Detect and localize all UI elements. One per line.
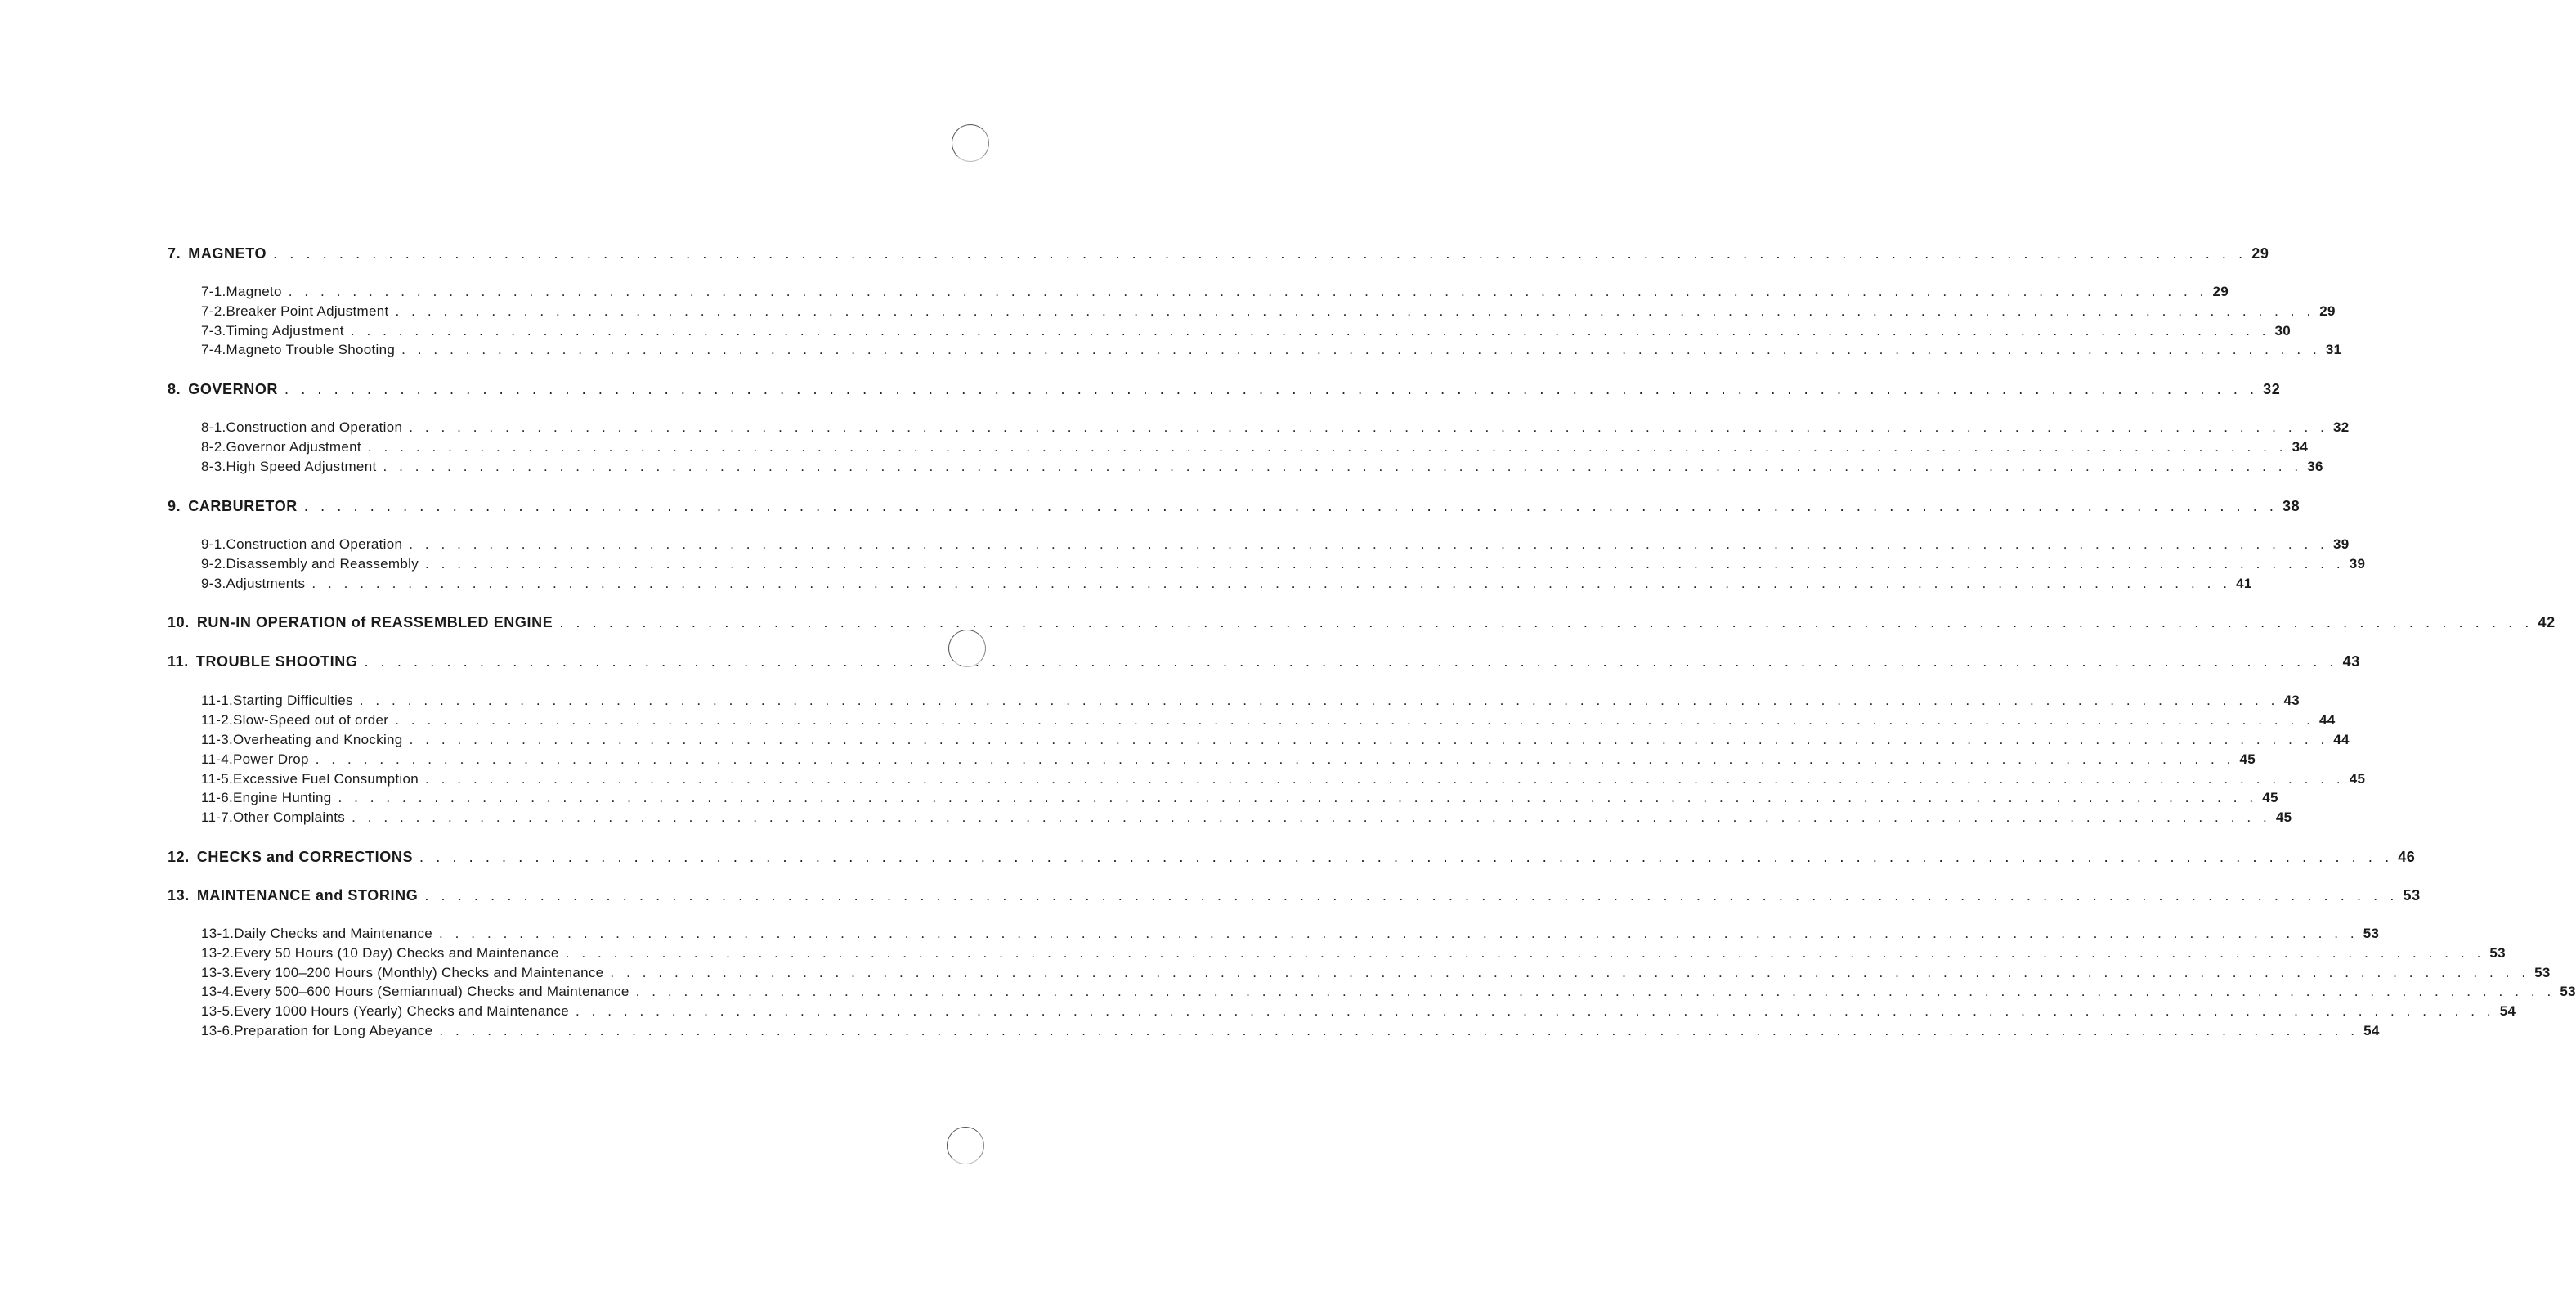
page-number: 32 [2332, 419, 2350, 435]
toc-section-row [168, 886, 2421, 905]
section-number: 13. [168, 887, 190, 904]
subsection-number: 11-7. [201, 809, 233, 825]
section-number: 12. [168, 849, 190, 865]
dot-leader: . . . . . . . . . . . . . . . . . . . . . . . . . . . . . . . . . . . . . . . . . . . . . . . . . . . . . . . . . . . . . . . . . . . . . . . . . . . . . . . . . . . . . . . . . . . . . . . . . . . . . . . . . . . . . . . . . . . . . . . . [352, 809, 2271, 825]
page-number: 38 [2283, 498, 2300, 514]
dot-leader: . . . . . . . . . . . . . . . . . . . . . . . . . . . . . . . . . . . . . . . . . . . . . . . . . . . . . . . . . . . . . . . . . . . . . . . . . . . . . . . . . . . . . . . . . . . . . . . . . . . . . . . . . . . . . . . . . . . . . . . . [424, 887, 2399, 904]
toc-section-row [168, 244, 2269, 263]
dot-leader: . . . . . . . . . . . . . . . . . . . . . . . . . . . . . . . . . . . . . . . . . . . . . . . . . . . . . . . . . . . . . . . . . . . . . . . . . . . . . . . . . . . . . . . . . . . . . . . . . . . . . . . . . . . . . . . . . . . . . . . . [395, 712, 2314, 728]
toc-subsection-row [201, 982, 2576, 1002]
subsection-number: 9-3. [201, 576, 226, 591]
toc-section-row [168, 496, 2300, 516]
toc-section-row [168, 612, 2556, 632]
toc-subsection-row [201, 302, 2336, 321]
subsection-number: 13-2. [201, 945, 235, 961]
page-number: 42 [2538, 614, 2556, 630]
toc-subsection-row [201, 730, 2350, 750]
subsection-title: Every 100–200 Hours (Monthly) Checks and Maintenance [234, 965, 604, 980]
subsection-number: 11-6. [201, 790, 233, 805]
subsection-number: 11-3. [201, 732, 233, 747]
dot-leader: . . . . . . . . . . . . . . . . . . . . . . . . . . . . . . . . . . . . . . . . . . . . . . . . . . . . . . . . . . . . . . . . . . . . . . . . . . . . . . . . . . . . . . . . . . . . . . . . . . . . . . . . . . . . . . . . . . . . . . . . [409, 732, 2329, 747]
page-number: 29 [2251, 245, 2269, 262]
dot-leader: . . . . . . . . . . . . . . . . . . . . . . . . . . . . . . . . . . . . . . . . . . . . . . . . . . . . . . . . . . . . . . . . . . . . . . . . . . . . . . . . . . . . . . . . . . . . . . . . . . . . . . . . . . . . . . . . . . . . . . . . [409, 419, 2328, 435]
toc-subsection-row [201, 282, 2229, 302]
subsection-title: Adjustments [226, 576, 306, 591]
dot-leader: . . . . . . . . . . . . . . . . . . . . . . . . . . . . . . . . . . . . . . . . . . . . . . . . . . . . . . . . . . . . . . . . . . . . . . . . . . . . . . . . . . . . . . . . . . . . . . . . . . . . . . . . . . . . . . . . . . . . . . . . [311, 576, 2232, 591]
toc-subsection-row [201, 808, 2292, 827]
section-number: 7. [168, 245, 181, 262]
subsection-number: 8-2. [201, 439, 226, 455]
toc-subsection-row [201, 535, 2350, 554]
subsection-title: Overheating and Knocking [233, 732, 403, 747]
subsection-number: 11-1. [201, 693, 233, 708]
dot-leader: . . . . . . . . . . . . . . . . . . . . . . . . . . . . . . . . . . . . . . . . . . . . . . . . . . . . . . . . . . . . . . . . . . . . . . . . . . . . . . . . . . . . . . . . . . . . . . . . . . . . . . . . . . . . . . . . . . . . . . . . [439, 1023, 2359, 1038]
subsection-title: Construction and Operation [226, 419, 403, 435]
subsection-title: Every 500–600 Hours (Semiannual) Checks and Maintenance [234, 984, 629, 999]
subsection-title: High Speed Adjustment [226, 459, 377, 474]
subsection-number: 11-4. [201, 751, 233, 767]
toc-subsection-row [201, 769, 2366, 789]
subsection-title: Excessive Fuel Consumption [233, 771, 419, 787]
page-number: 54 [2363, 1023, 2380, 1038]
page-number: 45 [2275, 809, 2292, 825]
page-number: 41 [2236, 576, 2252, 591]
subsection-number: 13-6. [201, 1023, 235, 1038]
dot-leader: . . . . . . . . . . . . . . . . . . . . . . . . . . . . . . . . . . . . . . . . . . . . . . . . . . . . . . . . . . . . . . . . . . . . . . . . . . . . . . . . . . . . . . . . . . . . . . . . . . . . . . . . . . . . . . . . . . . . . . . . [303, 498, 2278, 514]
toc-section-row [168, 652, 2360, 671]
dot-leader: . . . . . . . . . . . . . . . . . . . . . . . . . . . . . . . . . . . . . . . . . . . . . . . . . . . . . . . . . . . . . . . . . . . . . . . . . . . . . . . . . . . . . . . . . . . . . . . . . . . . . . . . . . . . . . . . . . . . . . . . [350, 323, 2270, 339]
subsection-number: 9-2. [201, 556, 226, 572]
page-number: 30 [2274, 323, 2292, 339]
section-title: TROUBLE SHOOTING [195, 653, 358, 670]
section-title: RUN-IN OPERATION of REASSEMBLED ENGINE [196, 614, 553, 630]
toc-subsection-row [201, 457, 2323, 477]
dot-leader: . . . . . . . . . . . . . . . . . . . . . . . . . . . . . . . . . . . . . . . . . . . . . . . . . . . . . . . . . . . . . . . . . . . . . . . . . . . . . . . . . . . . . . . . . . . . . . . . . . . . . . . . . . . . . . . . . . . . . . . . [273, 245, 2247, 262]
toc-subsection-row [201, 418, 2350, 437]
subsection-title: Slow-Speed out of order [233, 712, 389, 728]
toc-subsection-row [201, 437, 2309, 457]
dot-leader: . . . . . . . . . . . . . . . . . . . . . . . . . . . . . . . . . . . . . . . . . . . . . . . . . . . . . . . . . . . . . . . . . . . . . . . . . . . . . . . . . . . . . . . . . . . . . . . . . . . . . . . . . . . . . . . . . . . . . . . . [284, 381, 2259, 397]
toc-subsection-row [201, 711, 2336, 730]
subsection-title: Construction and Operation [226, 536, 403, 552]
page-number: 44 [2333, 732, 2350, 747]
subsection-title: Breaker Point Adjustment [226, 303, 389, 319]
toc-section-row [168, 379, 2281, 399]
toc-section-row [168, 847, 2416, 867]
dot-leader: . . . . . . . . . . . . . . . . . . . . . . . . . . . . . . . . . . . . . . . . . . . . . . . . . . . . . . . . . . . . . . . . . . . . . . . . . . . . . . . . . . . . . . . . . . . . . . . . . . . . . . . . . . . . . . . . . . . . . . . . [565, 945, 2485, 961]
subsection-number: 13-4. [201, 984, 235, 999]
dot-leader: . . . . . . . . . . . . . . . . . . . . . . . . . . . . . . . . . . . . . . . . . . . . . . . . . . . . . . . . . . . . . . . . . . . . . . . . . . . . . . . . . . . . . . . . . . . . . . . . . . . . . . . . . . . . . . . . . . . . . . . . [359, 693, 2279, 708]
subsection-title: Magneto Trouble Shooting [226, 342, 396, 357]
toc-subsection-row [201, 788, 2278, 808]
subsection-number: 11-2. [201, 712, 233, 728]
dot-leader: . . . . . . . . . . . . . . . . . . . . . . . . . . . . . . . . . . . . . . . . . . . . . . . . . . . . . . . . . . . . . . . . . . . . . . . . . . . . . . . . . . . . . . . . . . . . . . . . . . . . . . . . . . . . . . . . . . . . . . . . [425, 556, 2345, 572]
toc-subsection-row [201, 1021, 2380, 1041]
dot-leader: . . . . . . . . . . . . . . . . . . . . . . . . . . . . . . . . . . . . . . . . . . . . . . . . . . . . . . . . . . . . . . . . . . . . . . . . . . . . . . . . . . . . . . . . . . . . . . . . . . . . . . . . . . . . . . . . . . . . . . . . [575, 1003, 2495, 1019]
page-number: 39 [2332, 536, 2350, 552]
dot-leader: . . . . . . . . . . . . . . . . . . . . . . . . . . . . . . . . . . . . . . . . . . . . . . . . . . . . . . . . . . . . . . . . . . . . . . . . . . . . . . . . . . . . . . . . . . . . . . . . . . . . . . . . . . . . . . . . . . . . . . . . [367, 439, 2287, 455]
section-title: CHECKS and CORRECTIONS [196, 849, 414, 865]
page-number: 43 [2342, 653, 2360, 670]
dot-leader: . . . . . . . . . . . . . . . . . . . . . . . . . . . . . . . . . . . . . . . . . . . . . . . . . . . . . . . . . . . . . . . . . . . . . . . . . . . . . . . . . . . . . . . . . . . . . . . . . . . . . . . . . . . . . . . . . . . . . . . . [288, 284, 2208, 299]
section-title: GOVERNOR [188, 381, 279, 397]
subsection-title: Governor Adjustment [226, 439, 361, 455]
dot-leader: . . . . . . . . . . . . . . . . . . . . . . . . . . . . . . . . . . . . . . . . . . . . . . . . . . . . . . . . . . . . . . . . . . . . . . . . . . . . . . . . . . . . . . . . . . . . . . . . . . . . . . . . . . . . . . . . . . . . . . . . [425, 771, 2345, 787]
subsection-number: 8-3. [201, 459, 226, 474]
dot-leader: . . . . . . . . . . . . . . . . . . . . . . . . . . . . . . . . . . . . . . . . . . . . . . . . . . . . . . . . . . . . . . . . . . . . . . . . . . . . . . . . . . . . . . . . . . . . . . . . . . . . . . . . . . . . . . . . . . . . . . . . [439, 926, 2359, 941]
section-title: MAINTENANCE and STORING [196, 887, 419, 904]
toc-subsection-row [201, 1002, 2516, 1021]
page-number: 31 [2325, 342, 2342, 357]
page-number: 53 [2560, 984, 2576, 999]
dot-leader: . . . . . . . . . . . . . . . . . . . . . . . . . . . . . . . . . . . . . . . . . . . . . . . . . . . . . . . . . . . . . . . . . . . . . . . . . . . . . . . . . . . . . . . . . . . . . . . . . . . . . . . . . . . . . . . . . . . . . . . . [338, 790, 2258, 805]
dot-leader: . . . . . . . . . . . . . . . . . . . . . . . . . . . . . . . . . . . . . . . . . . . . . . . . . . . . . . . . . . . . . . . . . . . . . . . . . . . . . . . . . . . . . . . . . . . . . . . . . . . . . . . . . . . . . . . . . . . . . . . . [610, 965, 2530, 980]
page-number: 29 [2212, 284, 2229, 299]
subsection-title: Preparation for Long Abeyance [234, 1023, 433, 1038]
dot-leader: . . . . . . . . . . . . . . . . . . . . . . . . . . . . . . . . . . . . . . . . . . . . . . . . . . . . . . . . . . . . . . . . . . . . . . . . . . . . . . . . . . . . . . . . . . . . . . . . . . . . . . . . . . . . . . . . . . . . . . . . [395, 303, 2315, 319]
subsection-title: Other Complaints [233, 809, 346, 825]
page-number: 29 [2319, 303, 2336, 319]
subsection-title: Starting Difficulties [233, 693, 353, 708]
page-number: 53 [2363, 926, 2380, 941]
subsection-title: Timing Adjustment [226, 323, 344, 339]
subsection-number: 8-1. [201, 419, 226, 435]
dot-leader: . . . . . . . . . . . . . . . . . . . . . . . . . . . . . . . . . . . . . . . . . . . . . . . . . . . . . . . . . . . . . . . . . . . . . . . . . . . . . . . . . . . . . . . . . . . . . . . . . . . . . . . . . . . . . . . . . . . . . . . . [635, 984, 2556, 999]
section-number: 10. [168, 614, 190, 630]
dot-leader: . . . . . . . . . . . . . . . . . . . . . . . . . . . . . . . . . . . . . . . . . . . . . . . . . . . . . . . . . . . . . . . . . . . . . . . . . . . . . . . . . . . . . . . . . . . . . . . . . . . . . . . . . . . . . . . . . . . . . . . . [364, 653, 2338, 670]
page-number: 53 [2403, 887, 2421, 904]
page-number: 46 [2398, 849, 2416, 865]
subsection-number: 13-1. [201, 926, 235, 941]
dot-leader: . . . . . . . . . . . . . . . . . . . . . . . . . . . . . . . . . . . . . . . . . . . . . . . . . . . . . . . . . . . . . . . . . . . . . . . . . . . . . . . . . . . . . . . . . . . . . . . . . . . . . . . . . . . . . . . . . . . . . . . . [409, 536, 2328, 552]
section-title: MAGNETO [188, 245, 267, 262]
subsection-number: 7-2. [201, 303, 226, 319]
dot-leader: . . . . . . . . . . . . . . . . . . . . . . . . . . . . . . . . . . . . . . . . . . . . . . . . . . . . . . . . . . . . . . . . . . . . . . . . . . . . . . . . . . . . . . . . . . . . . . . . . . . . . . . . . . . . . . . . . . . . . . . . [383, 459, 2303, 474]
section-number: 11. [168, 653, 189, 670]
toc-subsection-row [201, 554, 2366, 574]
toc-subsection-row [201, 750, 2256, 769]
subsection-number: 13-5. [201, 1003, 235, 1019]
dot-leader: . . . . . . . . . . . . . . . . . . . . . . . . . . . . . . . . . . . . . . . . . . . . . . . . . . . . . . . . . . . . . . . . . . . . . . . . . . . . . . . . . . . . . . . . . . . . . . . . . . . . . . . . . . . . . . . . . . . . . . . . [419, 849, 2394, 865]
page-number: 43 [2283, 693, 2300, 708]
subsection-number: 7-4. [201, 342, 226, 357]
toc-subsection-row [201, 963, 2551, 983]
subsection-title: Disassembly and Reassembly [226, 556, 419, 572]
subsection-number: 7-3. [201, 323, 226, 339]
subsection-title: Daily Checks and Maintenance [234, 926, 432, 941]
page-number: 44 [2318, 712, 2336, 728]
toc-subsection-row [201, 340, 2342, 360]
page-number: 45 [2349, 771, 2366, 787]
page-number: 53 [2534, 965, 2551, 980]
toc-subsection-row [201, 691, 2300, 711]
toc-subsection-row [201, 944, 2506, 963]
toc-subsection-row [201, 924, 2380, 944]
subsection-title: Magneto [226, 284, 282, 299]
subsection-number: 9-1. [201, 536, 226, 552]
subsection-number: 11-5. [201, 771, 233, 787]
subsection-title: Every 1000 Hours (Yearly) Checks and Maintenance [234, 1003, 569, 1019]
binder-hole-top [952, 124, 989, 162]
page-number: 45 [2262, 790, 2278, 805]
dot-leader: . . . . . . . . . . . . . . . . . . . . . . . . . . . . . . . . . . . . . . . . . . . . . . . . . . . . . . . . . . . . . . . . . . . . . . . . . . . . . . . . . . . . . . . . . . . . . . . . . . . . . . . . . . . . . . . . . . . . . . . . [401, 342, 2321, 357]
dot-leader: . . . . . . . . . . . . . . . . . . . . . . . . . . . . . . . . . . . . . . . . . . . . . . . . . . . . . . . . . . . . . . . . . . . . . . . . . . . . . . . . . . . . . . . . . . . . . . . . . . . . . . . . . . . . . . . . . . . . . . . . [315, 751, 2235, 767]
page-number: 39 [2349, 556, 2366, 572]
page-number: 53 [2489, 945, 2506, 961]
subsection-number: 13-3. [201, 965, 235, 980]
page-number: 54 [2499, 1003, 2516, 1019]
dot-leader: . . . . . . . . . . . . . . . . . . . . . . . . . . . . . . . . . . . . . . . . . . . . . . . . . . . . . . . . . . . . . . . . . . . . . . . . . . . . . . . . . . . . . . . . . . . . . . . . . . . . . . . . . . . . . . . . . . . . . . . . [559, 614, 2533, 630]
toc-subsection-row [201, 321, 2292, 341]
subsection-title: Engine Hunting [233, 790, 332, 805]
section-number: 8. [168, 381, 181, 397]
page-number: 36 [2307, 459, 2323, 474]
subsection-number: 7-1. [201, 284, 226, 299]
subsection-title: Power Drop [233, 751, 309, 767]
subsection-title: Every 50 Hours (10 Day) Checks and Maintenance [234, 945, 559, 961]
page-number: 34 [2292, 439, 2309, 455]
page-number: 45 [2239, 751, 2256, 767]
page-number: 32 [2263, 381, 2281, 397]
toc-subsection-row [201, 574, 2252, 594]
binder-hole-bottom [947, 1127, 984, 1164]
section-title: CARBURETOR [188, 498, 298, 514]
section-number: 9. [168, 498, 181, 514]
